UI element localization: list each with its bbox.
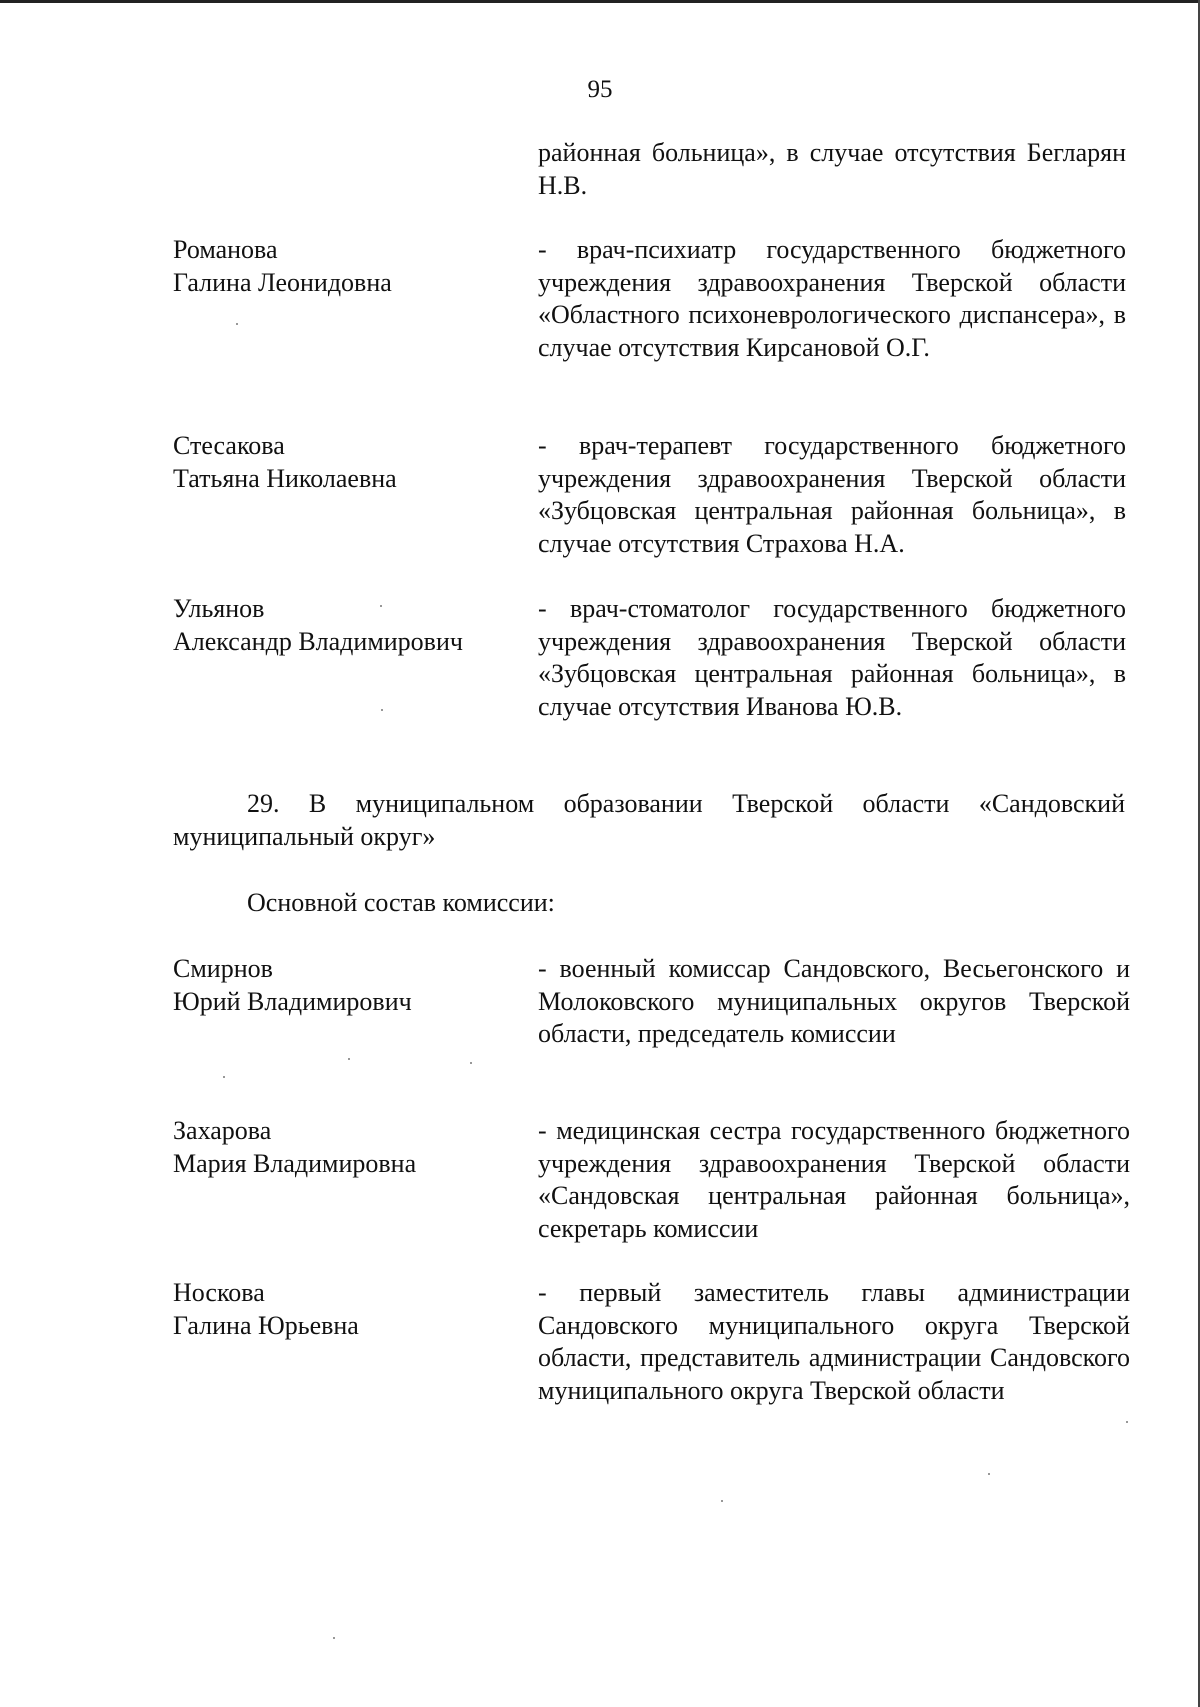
member-surname: Носкова bbox=[173, 1278, 265, 1307]
scan-speck bbox=[380, 605, 382, 607]
member-surname: Смирнов bbox=[173, 954, 273, 983]
member-role: - медицинская сестра государственного бюджетного учреждения здравоохранения Тверской области «Сандовская центральная районная больница», секретарь комиссии bbox=[538, 1116, 1130, 1243]
section-subheading: Основной состав комиссии: bbox=[247, 888, 555, 917]
section-title: 29. В муниципальном образовании Тверской области «Сандовский муниципальный округ» bbox=[173, 789, 1125, 851]
member-role: - врач-терапевт государственного бюджетного учреждения здравоохранения Тверской области «Зубцовская центральная районная больница», в случае отсутствия Страхова Н.А. bbox=[538, 431, 1126, 558]
scan-speck bbox=[1126, 1421, 1128, 1423]
scan-speck bbox=[381, 709, 383, 711]
scan-speck bbox=[223, 1076, 225, 1078]
member-given-names: Юрий Владимирович bbox=[173, 986, 412, 1016]
member-given-names: Татьяна Николаевна bbox=[173, 463, 397, 493]
member-role: - врач-психиатр государственного бюджетного учреждения здравоохранения Тверской области «Областного психоневрологического диспансера», в случае отсутствия Кирсановой О.Г. bbox=[538, 235, 1126, 362]
scan-edge-top bbox=[0, 0, 1200, 3]
continuation-text: районная больница», в случае отсутствия Бегларян Н.В. bbox=[538, 138, 1126, 200]
member-role: - врач-стоматолог государственного бюджетного учреждения здравоохранения Тверской области «Зубцовская центральная районная больница», в случае отсутствия Иванова Ю.В. bbox=[538, 594, 1126, 721]
member-given-names: Галина Юрьевна bbox=[173, 1310, 359, 1340]
member-surname: Стесакова bbox=[173, 431, 285, 460]
scan-speck bbox=[348, 1058, 350, 1060]
member-name bbox=[173, 430, 513, 495]
member-role: - военный комиссар Сандовского, Весьегонского и Молоковского муниципальных округов Тверской области, председатель комиссии bbox=[538, 954, 1130, 1048]
member-name bbox=[173, 953, 513, 1018]
member-surname: Захарова bbox=[173, 1116, 272, 1145]
member-given-names: Мария Владимировна bbox=[173, 1148, 417, 1178]
member-surname: Ульянов bbox=[173, 594, 265, 623]
scan-speck bbox=[721, 1500, 723, 1502]
page-number: 95 bbox=[587, 76, 613, 103]
member-name bbox=[173, 593, 513, 658]
scan-speck bbox=[470, 1062, 472, 1064]
member-name bbox=[173, 1115, 513, 1180]
member-given-names: Галина Леонидовна bbox=[173, 267, 392, 297]
scan-speck bbox=[988, 1473, 990, 1475]
member-name bbox=[173, 234, 513, 299]
scan-speck bbox=[333, 1637, 335, 1639]
scan-speck bbox=[236, 323, 238, 325]
member-given-names: Александр Владимирович bbox=[173, 626, 463, 656]
member-role: - первый заместитель главы администрации Сандовского муниципального округа Тверской области, представитель администрации Сандовского муниципального округа Тверской области bbox=[538, 1278, 1130, 1405]
member-name bbox=[173, 1277, 513, 1342]
member-surname: Романова bbox=[173, 235, 278, 264]
